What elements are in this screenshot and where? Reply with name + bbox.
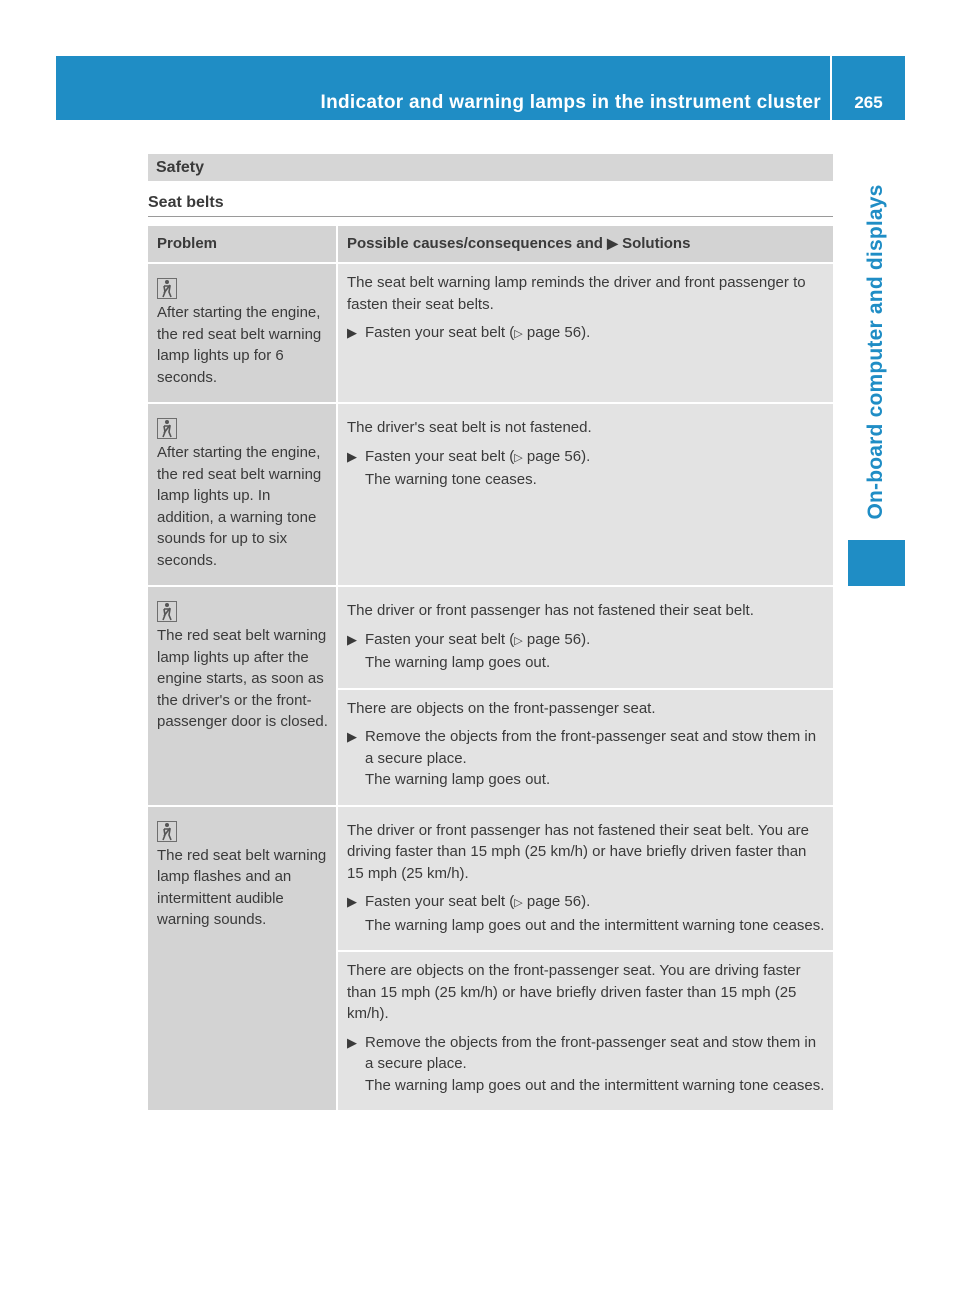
result-text: The warning lamp goes out and the intermittent warning tone ceases. bbox=[365, 916, 825, 934]
problem-text: After starting the engine, the red seat belt warning lamp lights up. In addition, a warning tone sounds for up to six seconds. bbox=[157, 444, 322, 569]
cause-text: The driver or front passenger has not fastened their seat belt. You are driving faster than 15 mph (25 km/h) or have briefly driven faster than 15 mph (25 km/h). bbox=[347, 821, 809, 882]
table-row bbox=[148, 262, 833, 402]
problem-table bbox=[148, 226, 833, 1110]
page-number: 265 bbox=[854, 93, 883, 112]
cause-text: The driver or front passenger has not fastened their seat belt. bbox=[347, 602, 754, 619]
page-reference-link[interactable]: page 56). bbox=[522, 447, 591, 465]
solution-cell bbox=[336, 805, 833, 951]
section-title: Safety bbox=[148, 154, 833, 181]
problem-text: After starting the engine, the red seat belt warning lamp lights up for 6 seconds. bbox=[157, 304, 322, 386]
problem-text: The red seat belt warning lamp flashes and an intermittent audible warning sounds. bbox=[157, 846, 327, 928]
solution-step bbox=[347, 446, 825, 491]
result-text: The warning lamp goes out. bbox=[365, 654, 551, 671]
cause-text: The driver's seat belt is not fastened. bbox=[347, 419, 592, 436]
page-reference-link[interactable]: page 56). bbox=[522, 630, 591, 648]
step-text: Remove the objects from the front-passenger seat and stow them in a secure place. bbox=[365, 1033, 817, 1072]
cause-text: There are objects on the front-passenger seat. bbox=[347, 699, 656, 717]
action-arrow-icon: ▶ bbox=[607, 235, 618, 252]
action-arrow-icon: ▶ bbox=[347, 448, 357, 464]
solution-column-header bbox=[336, 226, 833, 262]
solution-header-text: Possible causes/consequences and bbox=[347, 235, 603, 253]
solution-cell bbox=[336, 402, 833, 585]
page-reference-link[interactable]: page 56). bbox=[522, 324, 591, 341]
solution-cell bbox=[336, 688, 833, 805]
cause-text: There are objects on the front-passenger seat. You are driving faster than 15 mph (25 km/h) or have briefly driven faster than 15 mph (25 km/h). bbox=[347, 962, 801, 1022]
solution-header-suffix: Solutions bbox=[622, 235, 691, 253]
result-text: The warning lamp goes out and the intermittent warning tone ceases. bbox=[365, 1076, 825, 1094]
step-text: Fasten your seat belt ( bbox=[365, 324, 515, 341]
solution-cell bbox=[336, 950, 833, 1110]
problem-column-header: Problem bbox=[148, 226, 336, 262]
side-tab-label: On-board computer and displays bbox=[864, 184, 887, 520]
step-text: Fasten your seat belt ( bbox=[365, 893, 515, 910]
solution-step bbox=[347, 1032, 825, 1097]
page-reference-link[interactable]: page 56). bbox=[522, 893, 591, 910]
page-reference-triangle-icon: ▷ bbox=[514, 897, 523, 909]
seat-belt-warning-icon bbox=[157, 601, 328, 622]
problem-cell bbox=[148, 262, 336, 402]
solution-step bbox=[347, 726, 825, 791]
action-arrow-icon: ▶ bbox=[347, 631, 357, 647]
result-text: The warning lamp goes out. bbox=[365, 771, 551, 788]
solution-cell bbox=[336, 585, 833, 688]
solution-step bbox=[347, 891, 825, 936]
cause-text: The seat belt warning lamp reminds the driver and front passenger to fasten their seat belts. bbox=[347, 274, 806, 313]
step-text: Fasten your seat belt ( bbox=[365, 630, 515, 648]
problem-text: The red seat belt warning lamp lights up after the engine starts, as soon as the driver's or the front-passenger door is closed. bbox=[157, 627, 328, 730]
action-arrow-icon: ▶ bbox=[347, 1034, 357, 1050]
chapter-title: Indicator and warning lamps in the instrument cluster bbox=[320, 92, 821, 113]
action-arrow-icon: ▶ bbox=[347, 729, 357, 744]
page-reference-triangle-icon: ▷ bbox=[514, 328, 523, 340]
table-row bbox=[148, 585, 833, 688]
subsection-divider bbox=[148, 216, 833, 217]
table-row bbox=[148, 402, 833, 585]
seat-belt-warning-icon bbox=[157, 278, 328, 299]
subsection-title: Seat belts bbox=[148, 194, 224, 211]
problem-cell bbox=[148, 402, 336, 585]
action-arrow-icon: ▶ bbox=[347, 894, 357, 909]
action-arrow-icon: ▶ bbox=[347, 325, 357, 340]
problem-cell bbox=[148, 805, 336, 1111]
result-text: The warning tone ceases. bbox=[365, 471, 537, 488]
page-reference-triangle-icon: ▷ bbox=[514, 451, 523, 464]
seat-belt-warning-icon bbox=[157, 821, 328, 842]
page-header bbox=[56, 56, 905, 120]
table-header-row bbox=[148, 226, 833, 262]
solution-step bbox=[347, 629, 825, 674]
table-row bbox=[148, 805, 833, 951]
step-text: Fasten your seat belt ( bbox=[365, 447, 515, 465]
step-text: Remove the objects from the front-passenger seat and stow them in a secure place. bbox=[365, 728, 817, 767]
problem-cell bbox=[148, 585, 336, 805]
side-tab-marker bbox=[848, 540, 905, 586]
seat-belt-warning-icon bbox=[157, 418, 328, 439]
solution-cell bbox=[336, 262, 833, 402]
solution-step bbox=[347, 322, 825, 346]
page-reference-triangle-icon: ▷ bbox=[514, 634, 523, 647]
